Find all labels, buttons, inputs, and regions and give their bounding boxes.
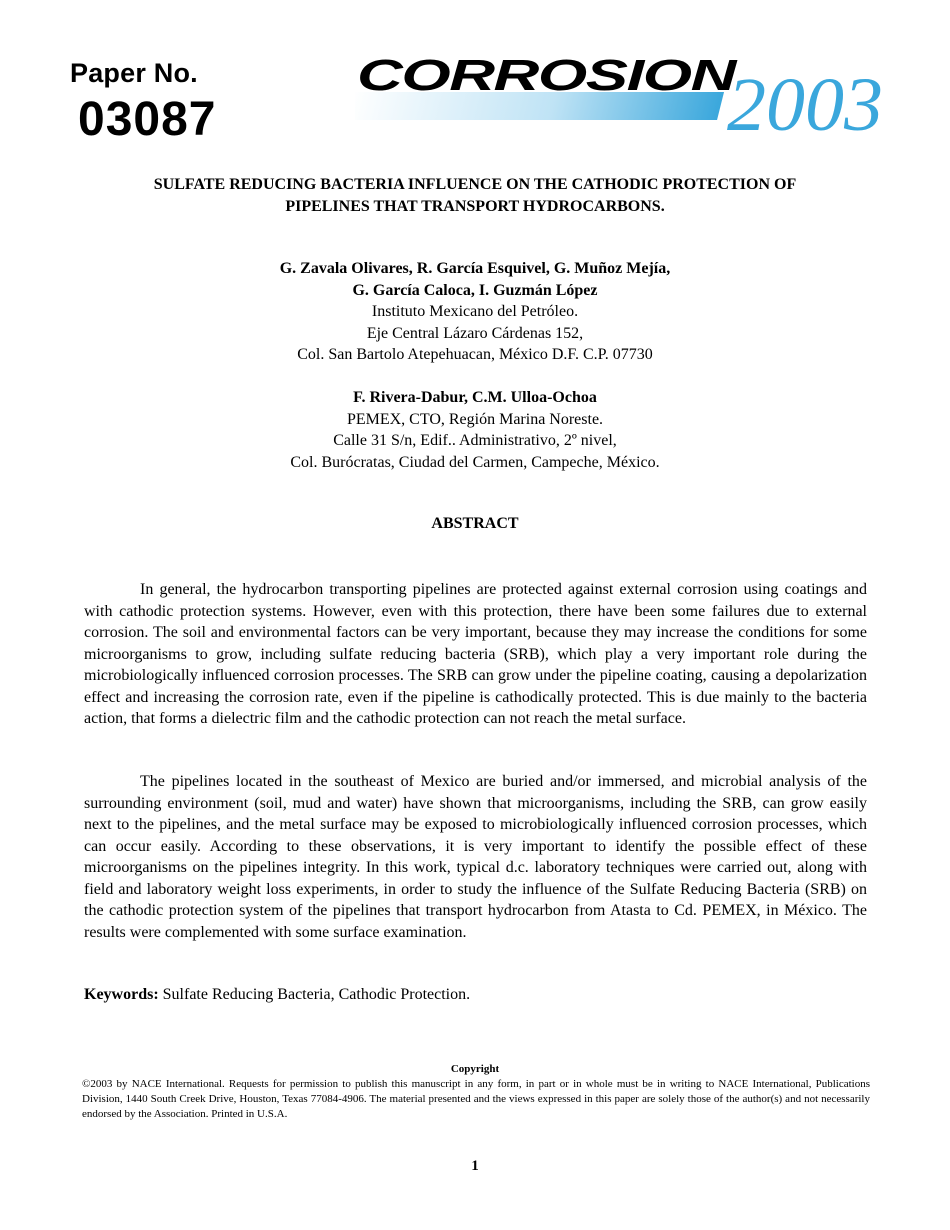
affiliation-line: Col. San Bartolo Atepehuacan, México D.F. C.P. 07730	[297, 346, 653, 363]
corrosion-2003-logo	[355, 48, 895, 138]
affiliation-line: Instituto Mexicano del Petróleo.	[371, 303, 579, 320]
logo-word: CORROSION	[357, 51, 739, 100]
title-line-1: SULFATE REDUCING BACTERIA INFLUENCE ON THE CATHODIC PROTECTION OF	[153, 176, 797, 193]
affiliation-line: Calle 31 S/n, Edif.. Administrativo, 2º nivel,	[333, 432, 617, 449]
abstract-heading: ABSTRACT	[431, 515, 519, 532]
keywords-label: Keywords:	[84, 986, 159, 1003]
author-block-2	[60, 387, 890, 473]
abstract-paragraph-2	[84, 771, 867, 943]
copyright-text: ©2003 by NACE International. Requests for permission to publish this manuscript in any form, in part or in whole must be in writing to NACE International, Publications Division, 1440 South Creek Drive, Houston, Texas 77084-4906. The material presented and the views expressed in this paper are solely those of the author(s) and not necessarily endorsed by the Association. Printed in U.S.A.	[82, 1078, 870, 1120]
paper-number-label: Paper No.	[70, 58, 198, 88]
author-names-line-2: G. García Caloca, I. Guzmán López	[352, 281, 598, 299]
keywords-text: Sulfate Reducing Bacteria, Cathodic Protection.	[158, 986, 471, 1003]
author-names: F. Rivera-Dabur, C.M. Ulloa-Ochoa	[353, 389, 597, 406]
logo-year: 2003	[727, 63, 883, 138]
keywords	[84, 986, 470, 1004]
author-names-line-1: G. Zavala Olivares, R. García Esquivel, G. Muñoz Mejía,	[279, 260, 671, 277]
abstract-paragraph-1-text: In general, the hydrocarbon transporting pipelines are protected against external corrosion using coatings and with cathodic protection systems. However, even with this protection, there have been some failures due to external corrosion. The soil and environmental factors can be very important, because they may increase the conditions for some microorganisms to grow, including sulfate reducing bacteria (SRB), which play a very important role during the microbiologically influenced corrosion processes. The SRB can grow under the pipeline coating, causing a depolarization effect and increasing the corrosion rate, even if the pipeline is cathodically protected. This is due mainly to the bacteria action, that forms a dielectric film and the cathodic protection can not reach the metal surface.	[84, 581, 867, 727]
affiliation-line: Col. Burócratas, Ciudad del Carmen, Campeche, México.	[290, 453, 660, 471]
page-number: 1	[471, 1158, 479, 1174]
abstract-paragraph-2-text: The pipelines located in the southeast of Mexico are buried and/or immersed, and microbial analysis of the surrounding environment (soil, mud and water) have shown that microorganisms, including the SRB, can grow easily next to the pipelines, and the metal surface may be exposed to microbiologically influenced corrosion processes, which can occur easily. According to these observations, it is very important to identify the possible effect of these microorganisms on the pipelines integrity. In this work, typical d.c. laboratory techniques were carried out, along with field and laboratory weight loss experiments, in order to study the influence of the Sulfate Reducing Bacteria (SRB) on the cathodic protection system of the pipelines that transport hydrocarbon from Atasta to Cd. PEMEX, in México. The results were complemented with some surface examination.	[84, 773, 867, 941]
affiliation-line: Eje Central Lázaro Cárdenas 152,	[366, 324, 584, 342]
author-block-1	[60, 258, 890, 366]
title-line-2: PIPELINES THAT TRANSPORT HYDROCARBONS.	[285, 198, 665, 215]
abstract-paragraph-1	[84, 579, 867, 730]
paper-number: 03087	[78, 93, 217, 146]
affiliation-line: PEMEX, CTO, Región Marina Noreste.	[346, 410, 604, 428]
copyright-heading: Copyright	[450, 1063, 500, 1075]
paper-title	[60, 174, 890, 218]
